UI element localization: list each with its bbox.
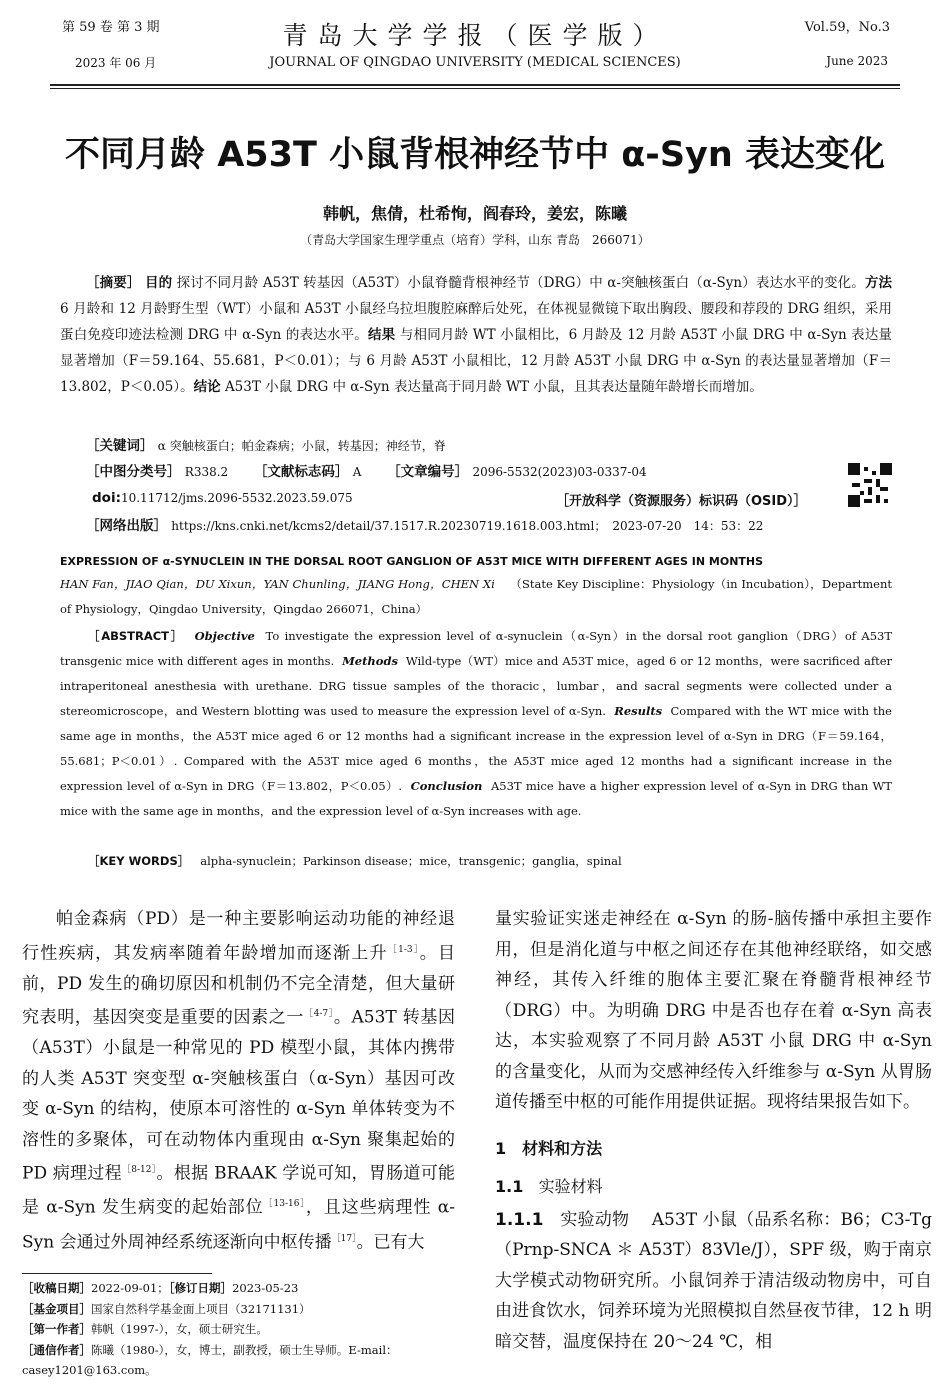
abstract-label: ［摘要］ (86, 275, 141, 291)
fund-text: 国家自然科学基金面上项目（32171131） (91, 1301, 311, 1316)
methods-text: 6 月龄和 12 月龄野生型（WT）小鼠和 A53T 小鼠经乌拉坦腹腔麻醉后处死，在体视显微镜下取出胸段、腰段和荐段的 DRG 组织，采用蛋白免疫印迹法检测 DRG 中 α-Syn 的表达水平。 (60, 301, 892, 343)
abstract-en (60, 624, 892, 824)
doccode-label: ［文献标志码］ (253, 464, 349, 480)
english-authors-affil (60, 572, 892, 622)
keywords-text: α 突触核蛋白；帕金森病；小鼠，转基因；神经节，脊 (157, 439, 446, 453)
results-label: 结果 (367, 327, 396, 343)
footnote-dates (22, 1278, 455, 1299)
date-cn: 2023 年 06 月 (75, 56, 157, 70)
results-en-label: Results (614, 704, 663, 718)
date-en: June 2023 (826, 54, 888, 68)
citation-ref[interactable]: ［8-12］ (121, 1165, 157, 1176)
header-rule (50, 84, 900, 86)
conclusion-label: 结论 (193, 379, 221, 395)
methods-label: 方法 (864, 275, 893, 291)
received-date: 2022-09-01； (91, 1281, 169, 1295)
corresponding-label: ［通信作者］ (22, 1342, 91, 1357)
online-line (86, 513, 906, 539)
subsection-number: 1.1.1 (495, 1209, 544, 1230)
first-author-text: 韩帆（1997-），女，硕士研究生。 (91, 1322, 268, 1336)
footnote-rule (22, 1273, 212, 1274)
fund-label: ［基金项目］ (22, 1301, 91, 1316)
intro-text-5: ，且这些病理性 α-Syn 会通过外周神经系统逐渐向中枢传播 (22, 1198, 455, 1253)
section-title: 实验材料 (538, 1177, 603, 1196)
citation-ref[interactable]: ［17］ (331, 1233, 357, 1244)
revised-label: ［修订日期］ (168, 1281, 233, 1295)
objective-en-text: To investigate the expression level of α-synuclein（α-Syn）in the dorsal root ganglion（DRG）of A53T transgenic mice with different ages in months. (60, 629, 893, 668)
methods-en-text: Wild-type（WT）mice and A53T mice，aged 6 or 12 months，were sacrificed after intraperitoneal anesthesia with urethane. DRG tissue samples of the thoracic，lumbar，and sacral segments were collected under a stereomicroscope，and Western blotting was used to measure the expression level of α-Syn. (60, 654, 893, 718)
citation-ref[interactable]: ［13-16］ (263, 1199, 306, 1210)
objective-label: 目的 (144, 275, 173, 291)
article-number-value: 2096-5532(2023)03-0337-04 (472, 465, 647, 479)
journal-title-en: JOURNAL OF QINGDAO UNIVERSITY (MEDICAL SCIENCES) (269, 55, 681, 70)
abstract-cn (60, 270, 892, 400)
author-list: 韩帆，焦倩，杜希恂，阎春玲，姜宏，陈曦 (322, 204, 627, 223)
footnotes (22, 1278, 455, 1381)
conclusion-en-text: A53T mice have a higher expression level of α-Syn in DRG than WT mice with the same age in months，and the expression level of α-Syn increases with age. (60, 779, 893, 818)
doccode-value: A (352, 465, 362, 479)
english-title: EXPRESSION OF α-SYNUCLEIN IN THE DORSAL ROOT GANGLION OF A53T MICE WITH DIFFERENT AGES IN MONTHS (60, 555, 764, 568)
footnote-fund (22, 1299, 455, 1320)
results-text: 与相同月龄 WT 小鼠相比，6 月龄及 12 月龄 A53T 小鼠 DRG 中 α-Syn 表达量显著增加（F＝59.164、55.681，P＜0.01）；与 6 月龄 A53T 小鼠相比，12 月龄 A53T 小鼠 DRG 中 α-Syn 的表达量显著增加（F＝13.802，P＜0.05）。 (60, 327, 893, 395)
section-1-1-1 (495, 1205, 932, 1358)
clc-label: ［中图分类号］ (86, 464, 181, 480)
objective-en-label: Objective (194, 629, 255, 643)
corresponding-text: 陈曦（1980-），女，博士，副教授，硕士生导师。E-mail：casey1201@163.com。 (22, 1342, 398, 1377)
subsection-title: 实验动物 (560, 1209, 630, 1230)
english-affiliation: （State Key Discipline：Physiology（in Incubation），Department of Physiology，Qingdao University，Qingdao 266071，China） (60, 577, 892, 616)
volume-issue-cn: 第 59 卷 第 3 期 (62, 20, 160, 35)
body-right-column (495, 904, 932, 1357)
conclusion-text: A53T 小鼠 DRG 中 α-Syn 表达量高于同月龄 WT 小鼠，且其表达量随年龄增长而增加。 (224, 379, 763, 395)
online-link[interactable]: https://kns.cnki.net/kcms2/detail/37.1517.R.20230719.1618.003.html； 2023-07-20 14：53：22 (171, 519, 764, 533)
qr-code-icon[interactable] (848, 463, 892, 507)
methods-en-label: Methods (342, 654, 398, 668)
section-number: 1.1 (495, 1177, 524, 1196)
animals-text: A53T 小鼠（品系名称：B6；C3-Tg（Prnp-SNCA ＊ A53T）83Vle/J），SPF 级，购于南京大学模式动物研究所。小鼠饲养于清洁级动物房中，可自由进食饮水，饲养环境为光照模拟自然昼夜节律，12 h 明暗交替，温度保持在 20～24 ℃，相 (495, 1209, 932, 1352)
english-authors: HAN Fan，JIAO Qian，DU Xixun，YAN Chunling，JIANG Hong，CHEN Xi (60, 577, 495, 591)
body-left-column (22, 904, 455, 1258)
footnote-first-author (22, 1319, 455, 1340)
keywords-en (88, 849, 888, 874)
received-label: ［收稿日期］ (22, 1281, 91, 1295)
section-heading-1-1 (495, 1172, 932, 1203)
classification-line (86, 459, 846, 485)
section-heading-1: 1 材料和方法 (495, 1138, 603, 1158)
article-title: 不同月龄 A53T 小鼠背根神经节中 α-Syn 表达变化 (65, 135, 885, 175)
intro-text-2: 。目前，PD 发生的确切原因和机制仍不完全清楚，但大量研究表明，基因突变是重要的因素之一 (22, 943, 456, 1028)
conclusion-en-label: Conclusion (410, 779, 483, 793)
online-label: ［网络出版］ (86, 518, 167, 534)
keywords-label: ［关键词］ (86, 438, 154, 454)
doi-line (92, 485, 512, 511)
article-number-label: ［文章编号］ (387, 464, 469, 480)
keywords-en-label: ［KEY WORDS］ (88, 854, 190, 868)
intro-text-4: 。根据 BRAAK 学说可知，胃肠道可能是 α-Syn 发生病变的起始部位 (22, 1163, 455, 1219)
osid-label: ［开放科学（资源服务）标识码（OSID）］ (556, 494, 807, 509)
keywords-en-text: alpha-synuclein；Parkinson disease；mice，transgenic；ganglia，spinal (200, 854, 622, 868)
intro-text-3: 。A53T 转基因（A53T）小鼠是一种常见的 PD 模型小鼠，其体内携带的人类 A53T 突变型 α-突触核蛋白（α-Syn）基因可改变 α-Syn 的结构，使原本可溶性的 α-Syn 单体转变为不溶性的多聚体，可在动物体内重现由 α-Syn 聚集起始的 PD 病理过程 (22, 1007, 456, 1184)
first-author-label: ［第一作者］ (22, 1322, 91, 1336)
footnote-corresponding (22, 1340, 455, 1381)
clc-value: R338.2 (184, 465, 229, 479)
volume-issue-en: Vol.59，No.3 (804, 20, 890, 35)
objective-text: 探讨不同月龄 A53T 转基因（A53T）小鼠脊髓背根神经节（DRG）中 α-突触核蛋白（α-Syn）表达水平的变化。 (176, 275, 865, 291)
citation-ref[interactable]: ［4-7］ (303, 1009, 334, 1020)
abstract-en-label: ［ABSTRACT］ (88, 629, 184, 643)
intro-text-6: 。已有大 (356, 1232, 425, 1253)
keywords-cn (86, 433, 886, 459)
affiliation: （青岛大学国家生理学重点（培育）学科，山东 青岛 266071） (300, 233, 650, 247)
results-en-text: Compared with the WT mice with the same age in months，the A53T mice aged 6 or 12 months had a significant increase in the expression level of α-Syn in DRG（F＝59.164，55.681；P＜0.01）. Compared with the A53T mice aged 6 months，the A53T mice aged 12 months had a significant increase in the expression level of α-Syn in DRG（F＝13.802，P＜0.05）. (60, 704, 892, 793)
intro-text-1: 帕金森病（PD）是一种主要影响运动功能的神经退行性疾病，其发病率随着年龄增加而逐渐上升 (22, 909, 455, 964)
doi-label: doi: (92, 490, 121, 506)
revised-date: 2023-05-23 (232, 1281, 299, 1295)
intro-continuation: 量实验证实迷走神经在 α-Syn 的肠-脑传播中承担主要作用，但是消化道与中枢之间还存在其他神经联络，如交感神经，其传入纤维的胞体主要汇聚在脊髓背根神经节（DRG）中。为明确 DRG 中是否也存在着 α-Syn 高表达，本实验观察了不同月龄 A53T 小鼠 DRG 中 α-Syn 的含量变化，从而为交感神经传入纤维参与 α-Syn 从胃肠道传播至中枢的可能作用提供证据。现将结果报告如下。 (495, 909, 932, 1112)
header-rule-thin (50, 88, 900, 89)
journal-title-cn: 青岛大学学报（医学版） (282, 21, 668, 50)
doi-value: 10.11712/jms.2096-5532.2023.59.075 (120, 491, 353, 505)
citation-ref[interactable]: ［1-3］ (387, 944, 420, 955)
